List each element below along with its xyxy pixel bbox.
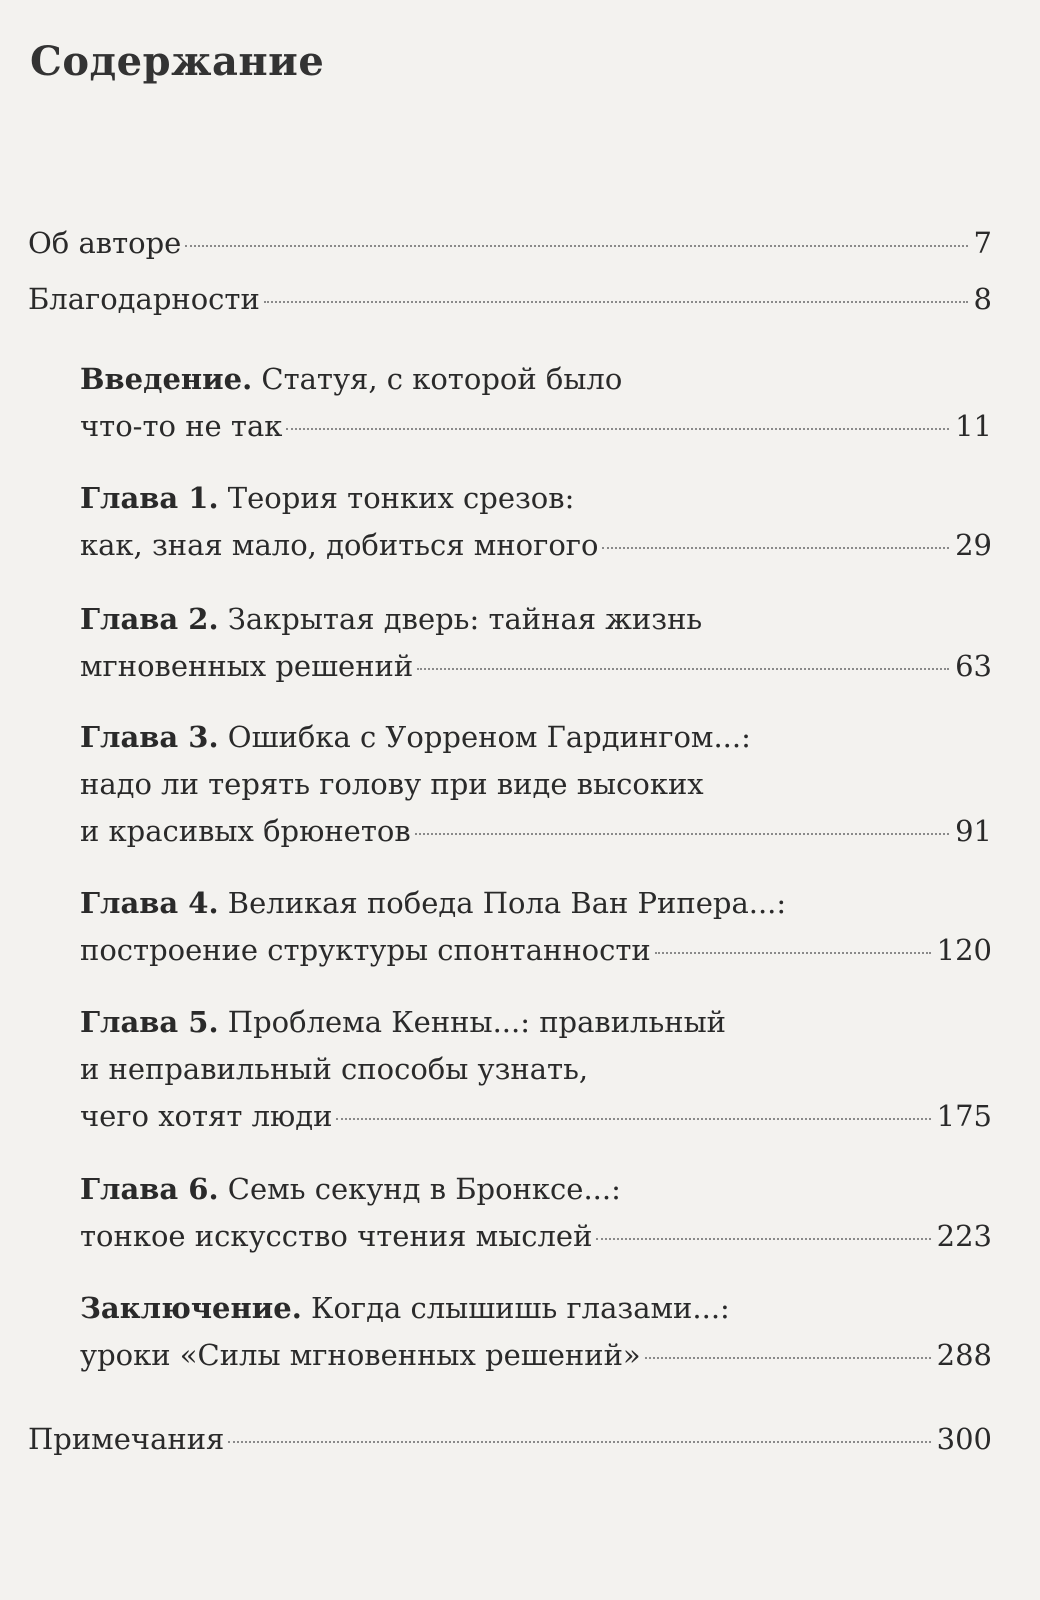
dot-leader (596, 1238, 930, 1240)
toc-entry-label: Глава 3. (80, 720, 219, 754)
toc-entry-label: Глава 5. (80, 1005, 219, 1039)
dot-leader (336, 1118, 930, 1120)
toc-entry-title: Об авторе (28, 226, 182, 260)
toc-entry-label: Глава 1. (80, 481, 219, 515)
toc-entry-introduction[interactable] (80, 356, 992, 450)
toc-entry-title: Статуя, с которой было (252, 362, 623, 396)
toc-entry-title-continued: и неправильный способы узнать, (80, 1052, 589, 1086)
dot-leader (645, 1357, 931, 1359)
dot-leader (415, 833, 949, 835)
toc-entry-chapter-3[interactable] (80, 714, 992, 855)
toc-page-number: 300 (936, 1422, 992, 1456)
toc-page-number: 11 (955, 409, 992, 443)
toc-entry-label: Заключение. (80, 1291, 302, 1325)
toc-page-number: 7 (973, 226, 992, 260)
toc-page-number: 91 (955, 814, 992, 848)
toc-page-number: 8 (973, 282, 992, 316)
toc-entry-title: Когда слышишь глазами...: (301, 1291, 730, 1325)
toc-page-number: 175 (936, 1099, 992, 1133)
toc-entry-title: Примечания (28, 1422, 225, 1456)
toc-page-number: 288 (936, 1338, 992, 1372)
toc-page-number: 223 (936, 1219, 992, 1253)
toc-entry-notes[interactable] (28, 1416, 992, 1463)
toc-entry-title: Семь секунд в Бронксе...: (218, 1172, 621, 1206)
toc-page-number: 29 (955, 528, 992, 562)
toc-entry-title-continued: и красивых брюнетов (80, 814, 411, 848)
toc-entry-title: Закрытая дверь: тайная жизнь (218, 602, 703, 636)
dot-leader (655, 952, 931, 954)
toc-entry-title: Великая победа Пола Ван Рипера...: (218, 886, 787, 920)
toc-entry-title-continued: уроки «Силы мгновенных решений» (80, 1338, 641, 1372)
toc-entry-title: Благодарности (28, 282, 260, 316)
toc-entry-conclusion[interactable] (80, 1285, 992, 1379)
toc-entry-title-continued: что-то не так (80, 409, 283, 443)
page-title: Содержание (30, 38, 325, 85)
toc-entry-title: Теория тонких срезов: (218, 481, 575, 515)
toc-entry-label: Введение. (80, 362, 253, 396)
toc-entry-chapter-4[interactable] (80, 880, 992, 974)
toc-entry-about-author[interactable] (28, 220, 992, 267)
toc-page-number: 120 (936, 933, 992, 967)
toc-entry-chapter-6[interactable] (80, 1166, 992, 1260)
toc-entry-title: Ошибка с Уорреном Гардингом...: (218, 720, 751, 754)
dot-leader (185, 245, 967, 247)
toc-entry-title-continued: мгновенных решений (80, 649, 414, 683)
toc-entry-chapter-1[interactable] (80, 475, 992, 569)
toc-entry-acknowledgements[interactable] (28, 276, 992, 323)
toc-entry-title-continued: надо ли терять голову при виде высоких (80, 767, 704, 801)
toc-entry-title-continued: построение структуры спонтанности (80, 933, 651, 967)
dot-leader (228, 1441, 930, 1443)
dot-leader (602, 547, 949, 549)
dot-leader (417, 668, 949, 670)
toc-entry-label: Глава 2. (80, 602, 219, 636)
toc-page-number: 63 (955, 649, 992, 683)
toc-entry-label: Глава 6. (80, 1172, 219, 1206)
toc-entry-title-continued: тонкое искусство чтения мыслей (80, 1219, 593, 1253)
toc-entry-chapter-2[interactable] (80, 596, 992, 690)
toc-entry-title-continued: чего хотят люди (80, 1099, 333, 1133)
dot-leader (264, 301, 968, 303)
toc-entry-chapter-5[interactable] (80, 999, 992, 1140)
toc-entry-title-continued: как, зная мало, добиться многого (80, 528, 599, 562)
toc-entry-label: Глава 4. (80, 886, 219, 920)
dot-leader (286, 428, 949, 430)
toc-entry-title: Проблема Кенны...: правильный (218, 1005, 726, 1039)
